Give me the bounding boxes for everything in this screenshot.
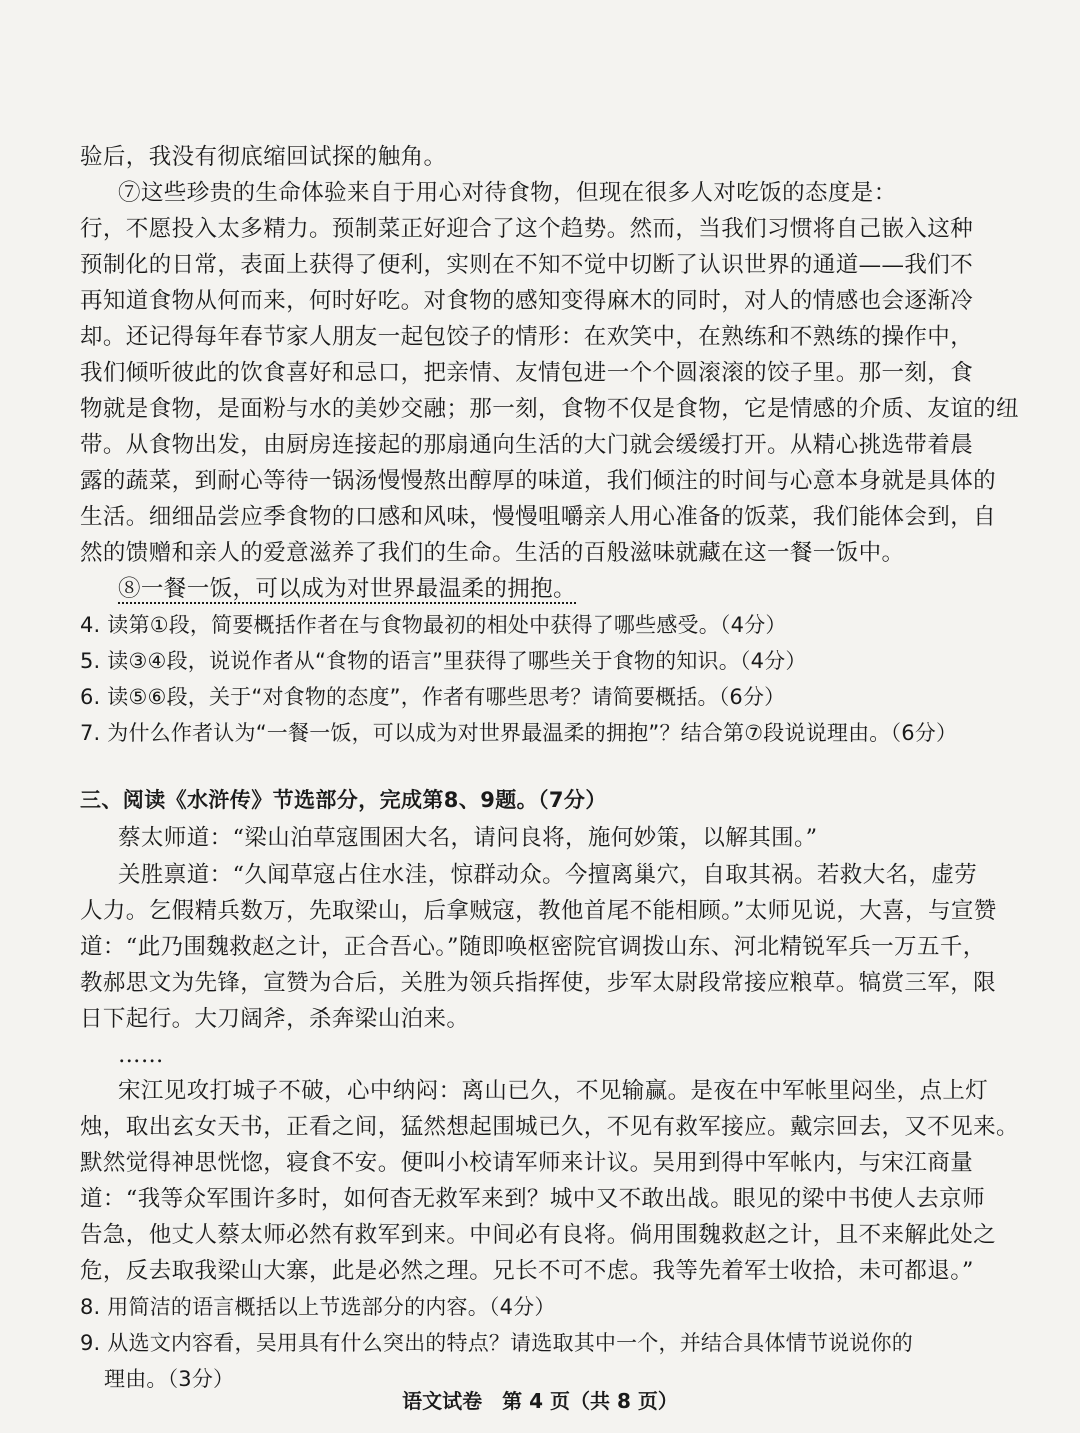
passage-line: 行，不愿投入太多精力。预制菜正好迎合了这个趋势。然而，当我们习惯将自己嵌入这种 (80, 216, 974, 242)
excerpt-line: 人力。乞假精兵数万，先取梁山，后拿贼寇，教他首尾不能相顾。”太师见说，大喜，与宣赞 (80, 898, 997, 924)
passage-line: 预制化的日常，表面上获得了便利，实则在不知不觉中切断了认识世界的通道——我们不 (80, 252, 974, 278)
question-9-continued: 理由。（3分） (104, 1367, 235, 1391)
question-7: 7. 为什么作者认为“一餐一饭，可以成为对世界最温柔的拥抱”？结合第⑦段说说理由。（6分） (80, 721, 958, 745)
section-3-heading: 三、阅读《水浒传》节选部分，完成第8、9题。（7分） (80, 788, 607, 812)
excerpt-line: 危，反去取我梁山大寨，此是必然之理。兄长不可不虑。我等先着军士收拾，未可都退。” (80, 1258, 974, 1284)
excerpt-line: 烛，取出玄女天书，正看之间，猛然想起围城已久，不见有救军接应。戴宗回去，又不见来。 (80, 1114, 1019, 1140)
excerpt-line: 日下起行。大刀阔斧，杀奔梁山泊来。 (80, 1006, 470, 1032)
question-4: 4. 读第①段，简要概括作者在与食物最初的相处中获得了哪些感受。（4分） (80, 613, 787, 637)
excerpt-line: 道：“此乃围魏救赵之计，正合吾心。”随即唤枢密院官调拨山东、河北精锐军兵一万五千， (80, 934, 986, 960)
passage-line: 带。从食物出发，由厨房连接起的那扇通向生活的大门就会缓缓打开。从精心挑选带着晨 (80, 432, 974, 458)
excerpt-line: 关胜禀道：“久闻草寇占住水洼，惊群动众。今擅离巢穴，自取其祸。若救大名，虚劳 (118, 862, 978, 888)
excerpt-line: 蔡太师道：“梁山泊草寇围困大名，请问良将，施何妙策，以解其围。” (118, 825, 818, 851)
question-5: 5. 读③④段，说说作者从“食物的语言”里获得了哪些关于食物的知识。（4分） (80, 649, 807, 673)
emphasized-sentence: ⑧一餐一饭，可以成为对世界最温柔的拥抱。 (118, 576, 577, 602)
question-9: 9. 从选文内容看，吴用具有什么突出的特点？请选取其中一个，并结合具体情节说说你的 (80, 1331, 913, 1355)
ellipsis: …… (118, 1042, 164, 1068)
passage-line: 我们倾听彼此的饮食喜好和忌口，把亲情、友情包进一个个圆滚滚的饺子里。那一刻，食 (80, 360, 974, 386)
passage-line: 露的蔬菜，到耐心等待一锅汤慢慢熬出醇厚的味道，我们倾注的时间与心意本身就是具体的 (80, 468, 997, 494)
excerpt-line: 默然觉得神思恍惚，寝食不安。便叫小校请军师来计议。吴用到得中军帐内，与宋江商量 (80, 1150, 974, 1176)
excerpt-line: 道：“我等众军围许多时，如何杳无救军来到？城中又不敢出战。眼见的梁中书使人去京师 (80, 1186, 986, 1212)
passage-line: 然的馈赠和亲人的爱意滋养了我们的生命。生活的百般滋味就藏在这一餐一饭中。 (80, 540, 905, 566)
excerpt-line: 教郝思文为先锋，宣赞为合后，关胜为领兵指挥使，步军太尉段常接应粮草。犒赏三军，限 (80, 970, 997, 996)
passage-line: 验后，我没有彻底缩回试探的触角。 (80, 144, 447, 170)
page-footer: 语文试卷 第 4 页（共 8 页） (402, 1389, 678, 1413)
excerpt-line: 告急，他丈人蔡太师必然有救军到来。中间必有良将。倘用围魏救赵之计，且不来解此处之 (80, 1222, 997, 1248)
question-6: 6. 读⑤⑥段，关于“对食物的态度”，作者有哪些思考？请简要概括。（6分） (80, 685, 786, 709)
passage-line: 却。还记得每年春节家人朋友一起包饺子的情形：在欢笑中，在熟练和不熟练的操作中， (80, 324, 974, 350)
excerpt-line: 宋江见攻打城子不破，心中纳闷：离山已久，不见输赢。是夜在中军帐里闷坐，点上灯 (118, 1078, 989, 1104)
question-8: 8. 用简洁的语言概括以上节选部分的内容。（4分） (80, 1295, 556, 1319)
paragraph-7-start: ⑦这些珍贵的生命体验来自于用心对待食物，但现在很多人对吃饭的态度是： (118, 180, 897, 206)
passage-line: 生活。细细品尝应季食物的口感和风味，慢慢咀嚼亲人用心准备的饭菜，我们能体会到，自 (80, 504, 997, 530)
passage-line: 再知道食物从何而来，何时好吃。对食物的感知变得麻木的同时，对人的情感也会逐渐冷 (80, 288, 974, 314)
passage-line: 物就是食物，是面粉与水的美妙交融；那一刻，食物不仅是食物，它是情感的介质、友谊的纽 (80, 396, 1019, 422)
paragraph-8 (118, 571, 1048, 607)
